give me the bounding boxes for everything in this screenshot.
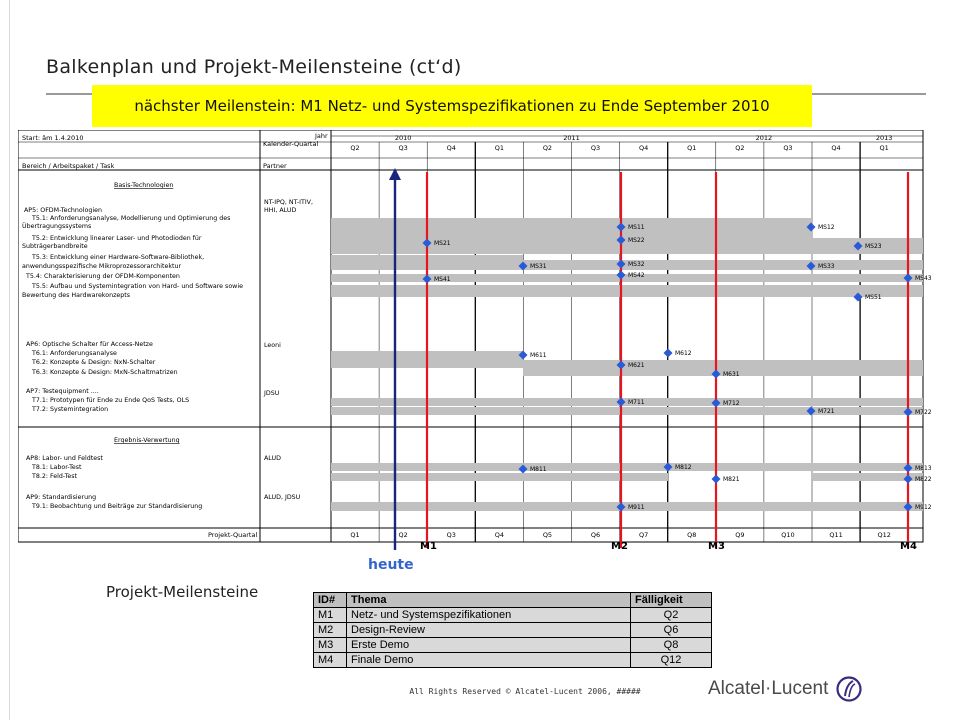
quarter-label: Q4: [831, 144, 841, 152]
copyright-footer: All Rights Reserved © Alcatel-Lucent 2006, #####: [409, 687, 641, 696]
milestone-code: MS43: [915, 275, 932, 283]
milestone-table-header: [314, 593, 712, 608]
task-label: anwendungsspezifische Mikroprozessorarchitektur: [22, 263, 182, 270]
gantt-bar: [331, 274, 923, 282]
milestone-code: MS51: [865, 294, 882, 302]
milestone-code: M813: [915, 465, 932, 473]
calendar-quarter-label: Kalender-Quartal: [263, 140, 319, 148]
task-label: T5.4: Charakterisierung der OFDM-Komponenten: [26, 273, 180, 280]
milestone-diamond: [664, 349, 673, 358]
task-label: Basis-Technologien: [114, 182, 174, 189]
milestone-code: MS32: [628, 261, 645, 269]
gantt-bar: [331, 398, 923, 406]
project-quarter-value: Q7: [639, 531, 649, 539]
milestone-code: M722: [915, 409, 932, 417]
quarter-label: Q4: [446, 144, 456, 152]
milestone-code: M811: [530, 466, 547, 474]
table-row: [314, 653, 712, 668]
project-quarter-value: Q5: [542, 531, 553, 539]
cell-thema: Erste Demo: [347, 638, 631, 653]
cell-thema: Finale Demo: [347, 653, 631, 668]
task-label: T5.2: Entwicklung linearer Laser- und Photodioden für: [32, 235, 202, 242]
milestone-code: MS42: [628, 272, 645, 280]
cell-id: M4: [314, 653, 347, 668]
project-milestone-label: M2: [611, 541, 628, 550]
milestone-code: M621: [628, 362, 645, 370]
partner-name: HHI, ALUD: [264, 207, 297, 214]
partner-name: Leoni: [264, 342, 281, 349]
milestone-code: MS31: [530, 263, 547, 271]
gantt-bar: [331, 473, 668, 481]
milestone-code: MS22: [628, 237, 645, 245]
gantt-bar: [331, 502, 923, 511]
company-logo: [708, 676, 862, 702]
project-milestone-label: M4: [900, 541, 917, 550]
gantt-bar: [331, 238, 858, 254]
task-label: T8.2: Feld-Test: [32, 473, 77, 480]
task-label: T8.1: Labor-Test: [32, 464, 82, 471]
task-label: Übertragungssystems: [22, 223, 92, 230]
project-milestone-label: M3: [708, 541, 725, 550]
quarter-label: Q2: [542, 144, 553, 152]
table-row: [314, 638, 712, 653]
project-milestone-label: M1: [420, 541, 437, 550]
milestone-table: [313, 592, 712, 668]
task-label: T6.3: Konzepte & Design: MxN-Schaltmatrizen: [32, 369, 178, 376]
gantt-bar: [523, 260, 923, 270]
project-quarter-value: Q11: [829, 531, 843, 539]
task-label: T6.1: Anforderungsanalyse: [32, 350, 117, 357]
gantt-chart: [18, 130, 938, 550]
table-row: [314, 608, 712, 623]
partner-name: ALUD: [264, 455, 281, 462]
cell-id: M1: [314, 608, 347, 623]
task-label: AP7: Testequipment ....: [26, 388, 99, 395]
area-label: Bereich / Arbeitspaket / Task: [22, 162, 115, 170]
slide-border: [9, 0, 10, 720]
partner-name: JDSU: [264, 390, 280, 397]
quarter-label: Q3: [398, 144, 408, 152]
cell-thema: Netz- und Systemspezifikationen: [347, 608, 631, 623]
task-label: AP9: Standardisierung: [26, 494, 97, 501]
quarter-label: Q1: [879, 144, 889, 152]
milestone-code: M612: [675, 350, 692, 358]
gantt-bar: [331, 360, 923, 368]
milestone-code: M631: [723, 371, 740, 379]
year-label: 2011: [563, 134, 580, 142]
project-quarter-value: Q10: [781, 531, 795, 539]
milestone-code: MS11: [628, 224, 645, 232]
cell-faelligkeit: Q12: [631, 653, 712, 668]
milestone-code: M821: [723, 476, 740, 484]
gantt-bar: [331, 463, 668, 474]
project-quarter-value: Q4: [494, 531, 504, 539]
project-quarter-value: Q9: [735, 531, 745, 539]
logo-wordmark: Alcatel·Lucent: [708, 678, 829, 699]
task-label: T5.5: Aufbau und Systemintegration von Hard- und Software sowie: [32, 283, 243, 290]
project-quarter-value: Q8: [687, 531, 697, 539]
milestone-code: M611: [530, 352, 547, 360]
task-label: T5.1: Anforderungsanalyse, Modellierung und Optimierung des: [32, 215, 231, 222]
gantt-bar: [331, 285, 923, 297]
milestone-code: MS12: [818, 224, 835, 232]
quarter-label: Q4: [639, 144, 649, 152]
milestone-code: M812: [675, 464, 692, 472]
task-label: Ergebnis-Verwertung: [114, 437, 180, 444]
start-label: Start: âm 1.4.2010: [22, 134, 84, 142]
milestone-code: M721: [818, 408, 835, 416]
task-label: Subträgerbandbreite: [22, 243, 88, 250]
year-label: 2010: [394, 134, 412, 142]
project-quarter-value: Q12: [877, 531, 891, 539]
gantt-diamonds: [420, 223, 932, 551]
table-row: [314, 623, 712, 638]
header-id: ID#: [314, 593, 347, 608]
gantt-bars: [331, 218, 923, 511]
alcatel-lucent-logo-icon: [836, 676, 862, 702]
cell-faelligkeit: Q6: [631, 623, 712, 638]
project-milestones-label: Projekt-Meilensteine: [106, 583, 259, 601]
milestone-code: M911: [628, 504, 645, 512]
task-label: Bewertung des Hardwarekonzepts: [22, 292, 131, 299]
task-label: AP8: Labor- und Feldtest: [26, 455, 103, 462]
partner-name: NT-IPQ, NT-ITIV,: [264, 199, 313, 206]
milestone-code: MS33: [818, 263, 835, 271]
partner-name: ALUD, JDSU: [264, 494, 301, 501]
milestone-code: M711: [628, 399, 645, 407]
task-label: T7.2: Systemintegration: [32, 406, 109, 413]
task-label: AP6: Optische Schalter für Access-Netze: [26, 341, 153, 348]
quarter-label: Q3: [783, 144, 793, 152]
task-label: T7.1: Prototypen für Ende zu Ende QoS Tests, OLS: [32, 397, 190, 404]
year-label: Jahr: [315, 132, 328, 140]
today-label: heute: [368, 557, 414, 573]
task-label: T9.1: Beobachtung und Beiträge zur Standardisierung: [32, 503, 203, 510]
year-label: 2013: [875, 134, 893, 142]
project-quarter-value: Q2: [398, 531, 408, 539]
quarter-label: Q1: [687, 144, 697, 152]
page-title: Balkenplan und Projekt-Meilensteine (ct‘d): [46, 56, 462, 78]
cell-thema: Design-Review: [347, 623, 631, 638]
cell-id: M2: [314, 623, 347, 638]
quarter-label: Q2: [735, 144, 745, 152]
project-quarter-value: Q1: [350, 531, 360, 539]
cell-faelligkeit: Q8: [631, 638, 712, 653]
milestone-code: M912: [915, 504, 932, 512]
milestone-code: M712: [723, 400, 740, 408]
milestone-diamond: [712, 475, 721, 484]
task-label: T6.2: Konzepte & Design: NxN-Schalter: [32, 359, 156, 366]
milestone-code: MS23: [865, 243, 882, 251]
year-label: 2012: [755, 134, 773, 142]
quarter-label: Q2: [350, 144, 360, 152]
cell-id: M3: [314, 638, 347, 653]
project-quarter-label: Projekt-Quartal: [208, 531, 258, 539]
gantt-bar: [668, 463, 923, 471]
milestone-code: M822: [915, 476, 932, 484]
milestone-code: MS21: [434, 240, 451, 248]
header-faelligkeit: Fälligkeit: [631, 593, 712, 608]
task-label: AP5: OFDM-Technologien: [24, 207, 102, 214]
next-milestone-banner: nächster Meilenstein: M1 Netz- und Systemspezifikationen zu Ende September 2010: [92, 85, 812, 127]
cell-faelligkeit: Q2: [631, 608, 712, 623]
header-thema: Thema: [347, 593, 631, 608]
partner-label: Partner: [263, 162, 287, 170]
project-quarter-value: Q3: [446, 531, 456, 539]
quarter-label: Q1: [494, 144, 504, 152]
project-quarter-value: Q6: [590, 531, 601, 539]
gantt-bar: [331, 218, 811, 238]
task-label: T5.3: Entwicklung einer Hardware-Software-Bibliothek,: [32, 254, 205, 261]
quarter-label: Q3: [590, 144, 601, 152]
milestone-code: MS41: [434, 276, 451, 284]
